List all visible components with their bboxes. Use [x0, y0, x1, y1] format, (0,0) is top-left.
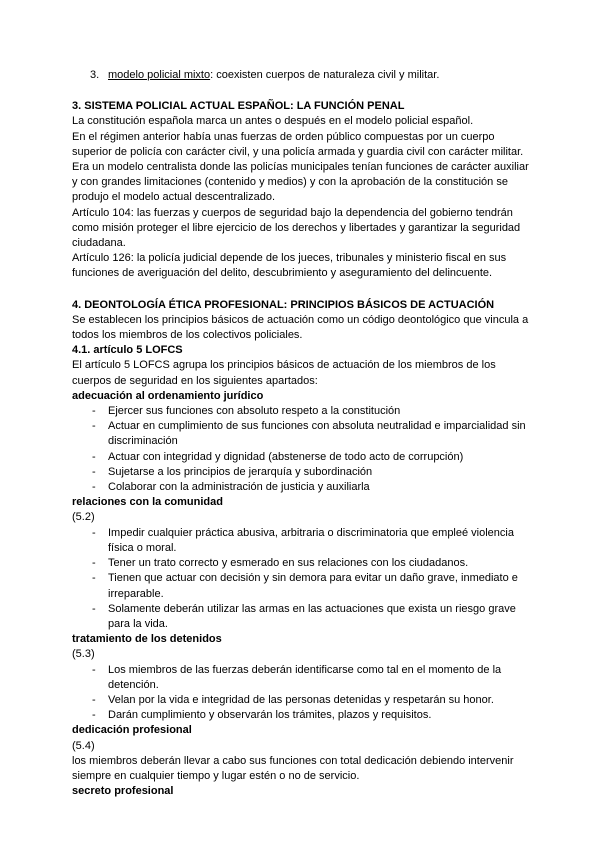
group-title: secreto profesional — [72, 785, 174, 798]
list-item: - Ejercer sus funciones con absoluto respeto a la constitución — [72, 404, 530, 419]
dash-bullet: - — [92, 481, 96, 494]
list-item: - Actuar en cumplimiento de sus funciones con absoluta neutralidad e imparcialidad sin discriminación — [92, 420, 526, 448]
dash-bullet: - — [92, 450, 96, 463]
section-3-paragraph: Artículo 104: las fuerzas y cuerpos de seguridad bajo la dependencia del gobierno tendrán como misión proteger el libre ejercicio de los derechos y libertades y garantizar la seguridad ciudadana. — [72, 206, 521, 250]
bullet-list — [72, 663, 530, 724]
dash-bullet: - — [92, 465, 96, 478]
list-item: - Solamente deberán utilizar las armas en las actuaciones que exista un riesgo grave para la vida. — [92, 602, 516, 630]
section-4-heading: 4. DEONTOLOGÍA ÉTICA PROFESIONAL: PRINCIPIOS BÁSICOS DE ACTUACIÓN — [72, 298, 495, 311]
list-item: - Tienen que actuar con decisión y sin demora para evitar un daño grave, inmediato e irreparable. — [92, 572, 518, 600]
dash-bullet: - — [92, 663, 96, 676]
section-3-paragraph: La constitución española marca un antes o después en el modelo policial español. — [72, 115, 474, 128]
dash-bullet: - — [92, 693, 96, 706]
bullet-list — [72, 404, 530, 495]
subsection-intro: El artículo 5 LOFCS agrupa los principios básicos de actuación de los miembros de los cuerpos de seguridad en los siguientes apartados: — [72, 359, 496, 387]
document-page — [72, 68, 530, 799]
list-item: - Actuar con integridad y dignidad (abstenerse de todo acto de corrupción) — [72, 450, 530, 465]
dash-bullet: - — [92, 526, 96, 539]
section-3-heading: 3. SISTEMA POLICIAL ACTUAL ESPAÑOL: LA FUNCIÓN PENAL — [72, 100, 405, 113]
bullet-list — [72, 526, 530, 632]
dash-bullet: - — [92, 420, 96, 433]
group-text: los miembros deberán llevar a cabo sus funciones con total dedicación debiendo intervenir siempre en cualquier tiempo y lugar estén o no de servicio. — [72, 754, 514, 782]
subsection-heading: 4.1. artículo 5 LOFCS — [72, 344, 183, 357]
dash-bullet: - — [92, 602, 96, 615]
dash-bullet: - — [92, 405, 96, 418]
list-item: - Colaborar con la administración de justicia y auxiliarla — [72, 480, 530, 495]
underlined-term: modelo policial mixto — [108, 69, 211, 81]
dash-bullet: - — [92, 709, 96, 722]
group-title: tratamiento de los detenidos — [72, 633, 222, 646]
group-title: adecuación al ordenamiento jurídico — [72, 389, 264, 402]
article-reference: (5.3) — [72, 648, 95, 661]
article-reference: (5.4) — [72, 739, 95, 752]
list-item-text: : coexisten cuerpos de naturaleza civil y militar. — [210, 69, 440, 81]
numbered-list-item — [72, 68, 530, 83]
list-item: - Impedir cualquier práctica abusiva, arbitraria o discriminatoria que empleé violencia física o moral. — [92, 526, 514, 554]
list-item: - Los miembros de las fuerzas deberán identificarse como tal en el momento de la detención. — [92, 663, 502, 691]
section-3-paragraph: En el régimen anterior había unas fuerzas de orden público compuestas por un cuerpo superior de policía con carácter civil, y una policía armada y guardia civil con carácter militar. — [72, 130, 524, 158]
section-3-paragraph: Era un modelo centralista donde las policías municipales tenían funciones de carácter auxiliar y con grandes limitaciones (contenido y medios) y con la aprobación de la constitución se produjo el modelo actual descentralizado. — [72, 161, 529, 204]
list-item: - Tener un trato correcto y esmerado en sus relaciones con los ciudadanos. — [72, 556, 530, 571]
section-4-intro: Se establecen los principios básicos de actuación como un código deontológico que vincula a todos los miembros de los colectivos policiales. — [72, 313, 529, 342]
list-number: 3. — [90, 69, 100, 81]
group-title: relaciones con la comunidad — [72, 496, 223, 509]
dash-bullet: - — [92, 557, 96, 570]
article-reference: (5.2) — [72, 511, 95, 524]
dash-bullet: - — [92, 572, 96, 585]
list-item: - Velan por la vida e integridad de las personas detenidas y respetarán su honor. — [72, 693, 530, 708]
section-3-paragraph: Artículo 126: la policía judicial depende de los jueces, tribunales y ministerio fiscal en sus funciones de averiguación del delito, descubrimiento y aseguramiento del delincuente. — [72, 252, 507, 280]
group-title: dedicación profesional — [72, 724, 192, 737]
list-item: - Darán cumplimiento y observarán los trámites, plazos y requisitos. — [72, 708, 530, 723]
list-item: - Sujetarse a los principios de jerarquía y subordinación — [72, 465, 530, 480]
